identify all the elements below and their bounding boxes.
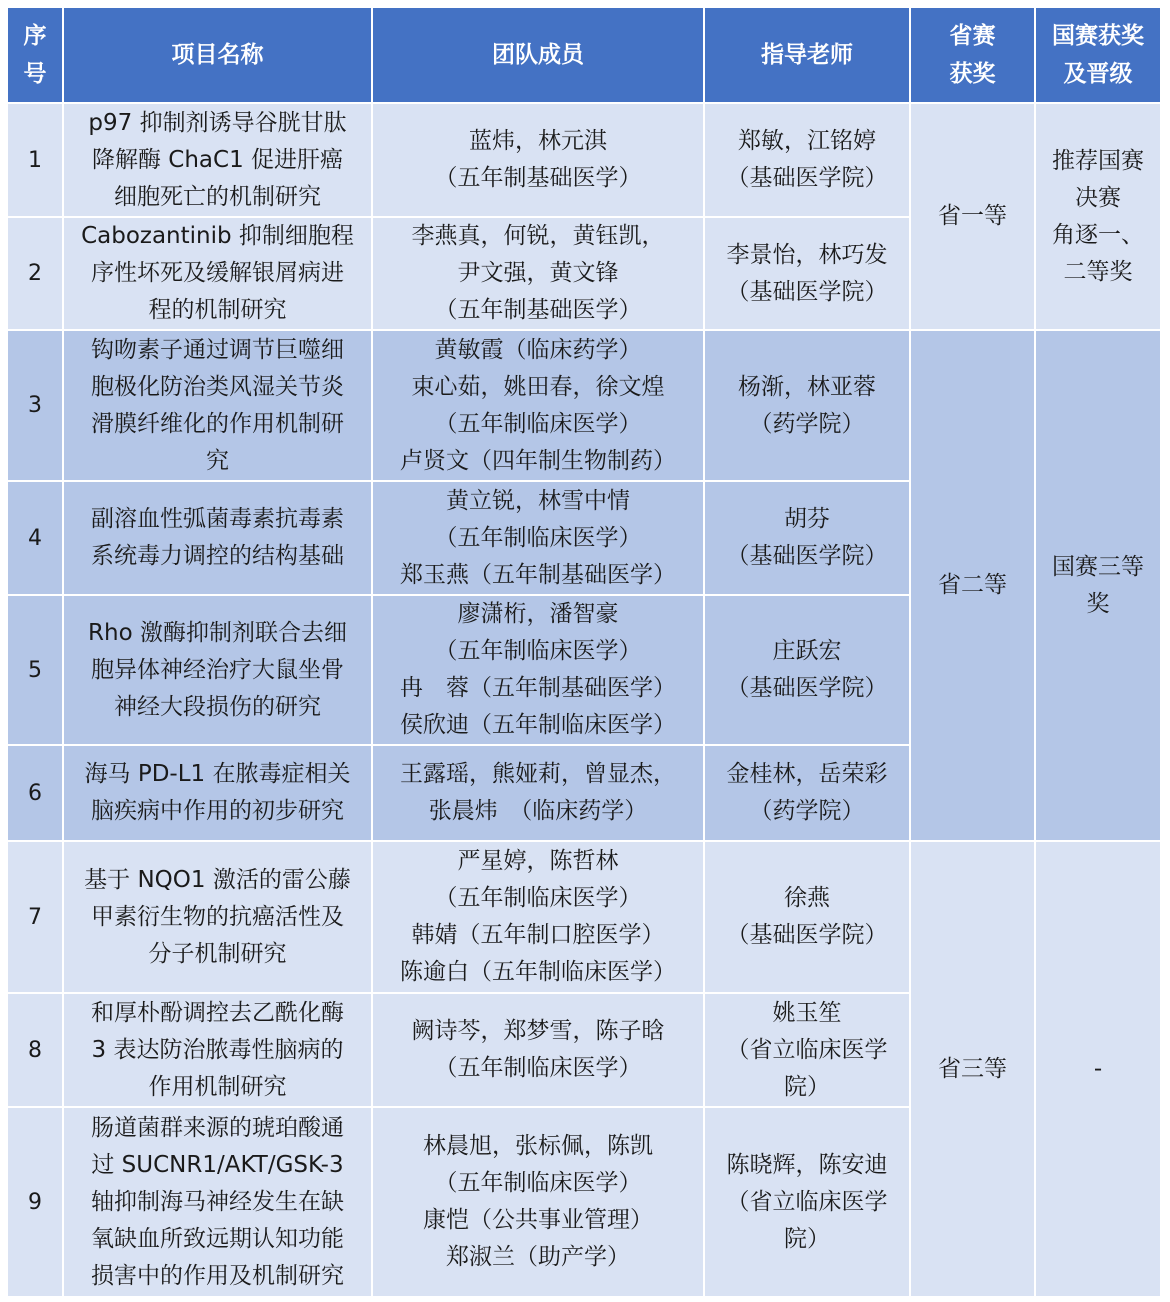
advisor: 胡芬 （基础医学院） bbox=[704, 481, 910, 595]
row-index: 6 bbox=[7, 745, 63, 841]
advisor: 杨渐，林亚蓉 （药学院） bbox=[704, 330, 910, 481]
project-name: 副溶血性弧菌毒素抗毒素 系统毒力调控的结构基础 bbox=[63, 481, 372, 595]
header-national-award: 国赛获奖 及晋级 bbox=[1035, 7, 1161, 103]
awards-table bbox=[6, 6, 1162, 1298]
national-award: - bbox=[1035, 841, 1161, 1297]
project-name: Cabozantinib 抑制细胞程 序性坏死及缓解银屑病进 程的机制研究 bbox=[63, 217, 372, 330]
project-name: Rho 激酶抑制剂联合去细 胞异体神经治疗大鼠坐骨 神经大段损伤的研究 bbox=[63, 595, 372, 745]
advisor: 李景怡，林巧发 （基础医学院） bbox=[704, 217, 910, 330]
advisor: 庄跃宏 （基础医学院） bbox=[704, 595, 910, 745]
row-index: 3 bbox=[7, 330, 63, 481]
advisor: 郑敏，江铭婷 （基础医学院） bbox=[704, 103, 910, 217]
team-members: 黄敏霞（临床药学） 束心茹，姚田春，徐文煌 （五年制临床医学） 卢贤文（四年制生物制药） bbox=[372, 330, 704, 481]
project-name: 钩吻素子通过调节巨噬细 胞极化防治类风湿关节炎 滑膜纤维化的作用机制研 究 bbox=[63, 330, 372, 481]
row-index: 4 bbox=[7, 481, 63, 595]
project-name: 肠道菌群来源的琥珀酸通 过 SUCNR1/AKT/GSK-3 轴抑制海马神经发生在缺 氧缺血所致远期认知功能 损害中的作用及机制研究 bbox=[63, 1107, 372, 1297]
header-team: 团队成员 bbox=[372, 7, 704, 103]
table-row bbox=[7, 841, 1161, 993]
header-project: 项目名称 bbox=[63, 7, 372, 103]
header-index: 序 号 bbox=[7, 7, 63, 103]
advisor: 陈晓辉，陈安迪 （省立临床医学 院） bbox=[704, 1107, 910, 1297]
header-advisor: 指导老师 bbox=[704, 7, 910, 103]
national-award: 推荐国赛 决赛 角逐一、 二等奖 bbox=[1035, 103, 1161, 330]
project-name: p97 抑制剂诱导谷胱甘肽 降解酶 ChaC1 促进肝癌 细胞死亡的机制研究 bbox=[63, 103, 372, 217]
table-row bbox=[7, 330, 1161, 481]
team-members: 黄立锐，林雪中情 （五年制临床医学） 郑玉燕（五年制基础医学） bbox=[372, 481, 704, 595]
row-index: 9 bbox=[7, 1107, 63, 1297]
header-provincial-award: 省赛 获奖 bbox=[910, 7, 1035, 103]
national-award: 国赛三等 奖 bbox=[1035, 330, 1161, 841]
team-members: 阙诗芩，郑梦雪，陈子晗 （五年制临床医学） bbox=[372, 993, 704, 1107]
advisor: 姚玉笙 （省立临床医学 院） bbox=[704, 993, 910, 1107]
row-index: 5 bbox=[7, 595, 63, 745]
project-name: 基于 NQO1 激活的雷公藤 甲素衍生物的抗癌活性及 分子机制研究 bbox=[63, 841, 372, 993]
team-members: 李燕真，何锐，黄钰凯， 尹文强，黄文锋 （五年制基础医学） bbox=[372, 217, 704, 330]
row-index: 1 bbox=[7, 103, 63, 217]
table-row bbox=[7, 103, 1161, 217]
project-name: 和厚朴酚调控去乙酰化酶 3 表达防治脓毒性脑病的 作用机制研究 bbox=[63, 993, 372, 1107]
provincial-award: 省一等 bbox=[910, 103, 1035, 330]
advisor: 金桂林，岳荣彩 （药学院） bbox=[704, 745, 910, 841]
team-members: 王露瑶，熊娅莉，曾显杰， 张晨炜 （临床药学） bbox=[372, 745, 704, 841]
awards-table-wrapper bbox=[6, 6, 1162, 1298]
provincial-award: 省二等 bbox=[910, 330, 1035, 841]
row-index: 2 bbox=[7, 217, 63, 330]
advisor: 徐燕 （基础医学院） bbox=[704, 841, 910, 993]
team-members: 严星婷，陈哲林 （五年制临床医学） 韩婧（五年制口腔医学） 陈逾白（五年制临床医学） bbox=[372, 841, 704, 993]
team-members: 廖潇桁，潘智豪 （五年制临床医学） 冉 蓉（五年制基础医学） 侯欣迪（五年制临床医学） bbox=[372, 595, 704, 745]
provincial-award: 省三等 bbox=[910, 841, 1035, 1297]
project-name: 海马 PD-L1 在脓毒症相关 脑疾病中作用的初步研究 bbox=[63, 745, 372, 841]
row-index: 7 bbox=[7, 841, 63, 993]
header-row bbox=[7, 7, 1161, 103]
team-members: 蓝炜，林元淇 （五年制基础医学） bbox=[372, 103, 704, 217]
row-index: 8 bbox=[7, 993, 63, 1107]
team-members: 林晨旭，张标佩，陈凯 （五年制临床医学） 康恺（公共事业管理） 郑淑兰（助产学） bbox=[372, 1107, 704, 1297]
